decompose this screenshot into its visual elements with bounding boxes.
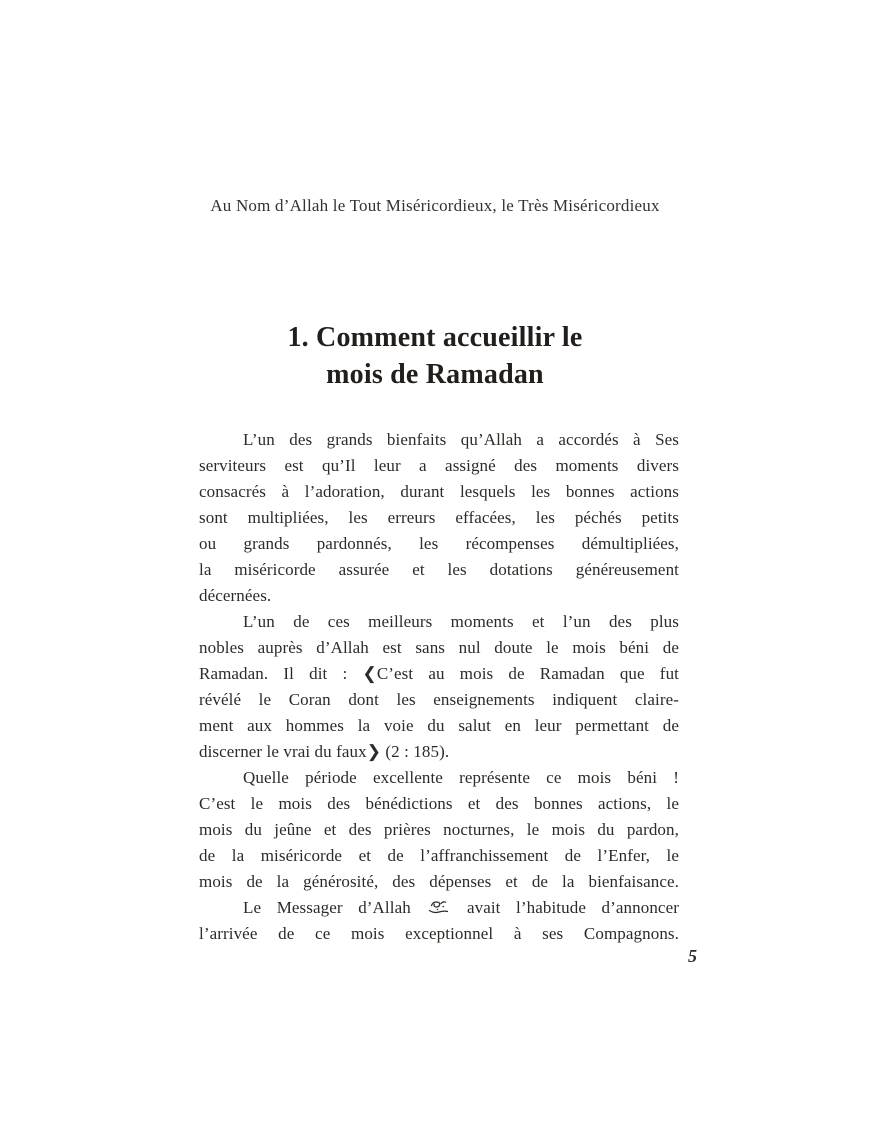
body-text bbox=[199, 427, 679, 947]
saw-calligraphy-icon bbox=[428, 899, 449, 915]
body-line: consacrés à l’adoration, durant lesquels les bonnes actions bbox=[199, 482, 679, 501]
body-line: l’arrivée de ce mois exceptionnel à ses Compagnons. bbox=[199, 924, 679, 943]
page-number: 5 bbox=[688, 946, 697, 966]
body-line: sont multipliées, les erreurs effacées, les péchés petits bbox=[199, 508, 679, 527]
body-line-with-honorific bbox=[199, 895, 679, 921]
chapter-title bbox=[0, 319, 870, 393]
body-line: nobles auprès d’Allah est sans nul doute le mois béni de bbox=[199, 638, 679, 657]
paragraph bbox=[199, 427, 679, 609]
chapter-title-line1: 1. Comment accueillir le bbox=[287, 322, 583, 353]
body-line-segment: avait l’habitude d’annoncer bbox=[466, 898, 679, 917]
body-line: Ramadan. Il dit : ❮C’est au mois de Ramadan que fut bbox=[199, 664, 679, 683]
body-line: serviteurs est qu’Il leur a assigné des moments divers bbox=[199, 456, 679, 475]
bismillah-header: Au Nom d’Allah le Tout Miséricordieux, le Très Miséricordieux bbox=[210, 196, 660, 215]
body-line: ou grands pardonnés, les récompenses démultipliées, bbox=[199, 534, 679, 553]
body-line: L’un de ces meilleurs moments et l’un des plus bbox=[243, 612, 679, 631]
chapter-title-line2: mois de Ramadan bbox=[326, 359, 544, 390]
body-line: Quelle période excellente représente ce mois béni ! bbox=[243, 768, 679, 787]
body-line: discerner le vrai du faux❯ (2 : 185). bbox=[199, 742, 450, 761]
body-line: C’est le mois des bénédictions et des bonnes actions, le bbox=[199, 794, 679, 813]
body-line: mois du jeûne et des prières nocturnes, le mois du pardon, bbox=[199, 820, 679, 839]
body-line: révélé le Coran dont les enseignements indiquent claire- bbox=[199, 690, 679, 709]
paragraph bbox=[199, 609, 679, 765]
body-line-segment: Le Messager d’Allah bbox=[243, 898, 411, 917]
paragraph bbox=[199, 895, 679, 947]
paragraph bbox=[199, 765, 679, 895]
body-line: L’un des grands bienfaits qu’Allah a accordés à Ses bbox=[243, 430, 679, 449]
body-line: mois de la générosité, des dépenses et de la bienfaisance. bbox=[199, 872, 679, 891]
body-line: ment aux hommes la voie du salut en leur permettant de bbox=[199, 716, 679, 735]
body-line: de la miséricorde et de l’affranchissement de l’Enfer, le bbox=[199, 846, 679, 865]
body-line: décernées. bbox=[199, 586, 272, 605]
body-line: la miséricorde assurée et les dotations généreusement bbox=[199, 560, 679, 579]
